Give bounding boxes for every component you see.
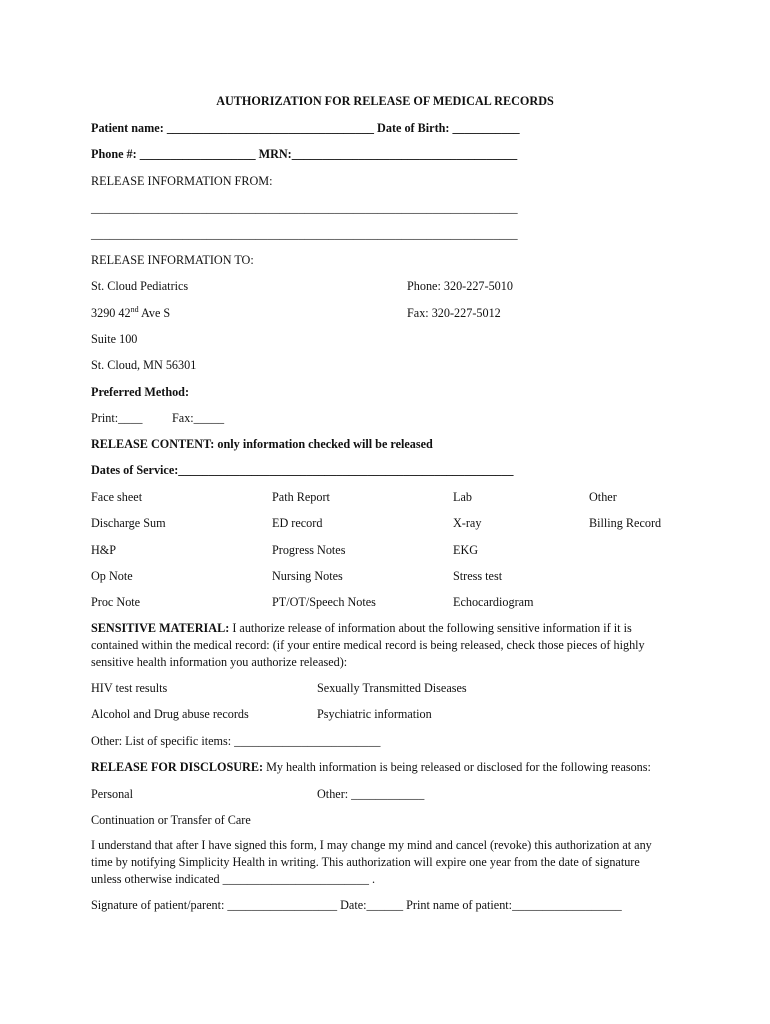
content-item-progress-notes[interactable]: Progress Notes [272,543,346,557]
sensitive-item-psychiatric[interactable]: Psychiatric information [317,707,432,721]
release-from-label: RELEASE INFORMATION FROM: [91,174,273,188]
signature-line[interactable]: Signature of patient/parent: __________________ Date:______ Print name of patient:__________________ [91,898,622,912]
content-item-discharge-sum[interactable]: Discharge Sum [91,516,166,530]
content-item-nursing-notes[interactable]: Nursing Notes [272,569,343,583]
sensitive-material-heading: SENSITIVE MATERIAL: [91,621,230,635]
release-from-blank-1[interactable]: ______________________________________________________________________ [91,201,518,215]
form-title: AUTHORIZATION FOR RELEASE OF MEDICAL RECORDS [216,94,554,108]
recipient-suite: Suite 100 [91,332,138,346]
recipient-fax: Fax: 320-227-5012 [407,306,501,320]
content-item-ed-record[interactable]: ED record [272,516,323,530]
other-specific-items-line[interactable]: Other: List of specific items: ________________________ [91,734,381,748]
content-item-path-report[interactable]: Path Report [272,490,330,504]
content-item-lab[interactable]: Lab [453,490,472,504]
sensitive-material-paragraph: SENSITIVE MATERIAL: I authorize release of information about the following sensitive information if it is contained within the medical record: (if your entire medical record is being released, check those pieces of highly sensitive health information you authorize released): [91,621,645,669]
recipient-phone: Phone: 320-227-5010 [407,279,513,293]
sensitive-item-std[interactable]: Sexually Transmitted Diseases [317,681,467,695]
content-item-echocardiogram[interactable]: Echocardiogram [453,595,534,609]
preferred-method-fax[interactable]: Fax:_____ [172,411,225,425]
disclosure-other[interactable]: Other: ____________ [317,787,425,801]
content-item-pt-ot-speech[interactable]: PT/OT/Speech Notes [272,595,376,609]
recipient-name: St. Cloud Pediatrics [91,279,189,293]
content-item-billing-record[interactable]: Billing Record [589,516,662,530]
dates-of-service-line[interactable]: Dates of Service:_______________________________________________________ [91,463,514,477]
content-item-face-sheet[interactable]: Face sheet [91,490,143,504]
release-content-heading: RELEASE CONTENT: only information checked will be released [91,437,433,451]
recipient-city: St. Cloud, MN 56301 [91,358,197,372]
sensitive-item-alcohol-drug[interactable]: Alcohol and Drug abuse records [91,707,249,721]
release-for-disclosure-heading: RELEASE FOR DISCLOSURE: [91,760,264,774]
phone-mrn-line[interactable]: Phone #: ___________________ MRN:_____________________________________ [91,147,518,161]
content-item-proc-note[interactable]: Proc Note [91,595,141,609]
preferred-method-print[interactable]: Print:____ [91,411,143,425]
disclosure-personal[interactable]: Personal [91,787,133,801]
content-item-other[interactable]: Other [589,490,617,504]
content-item-ekg[interactable]: EKG [453,543,479,557]
disclosure-continuation[interactable]: Continuation or Transfer of Care [91,813,251,827]
release-for-disclosure-line: RELEASE FOR DISCLOSURE: My health information is being released or disclosed for the following reasons: [91,760,651,774]
release-from-blank-2[interactable]: ______________________________________________________________________ [91,227,518,241]
content-item-x-ray[interactable]: X-ray [453,516,482,530]
content-item-stress-test[interactable]: Stress test [453,569,503,583]
revoke-paragraph: I understand that after I have signed this form, I may change my mind and cancel (revoke) this authorization at any time by notifying Simplicity Health in writing. This authorization will expire one year from the date of signature unless otherwise indicated ________________________ . [91,838,652,886]
content-item-op-note[interactable]: Op Note [91,569,133,583]
sensitive-item-hiv[interactable]: HIV test results [91,681,168,695]
preferred-method-label: Preferred Method: [91,385,190,399]
patient-name-dob-line[interactable]: Patient name: __________________________________ Date of Birth: ___________ [91,121,520,135]
release-to-label: RELEASE INFORMATION TO: [91,253,254,267]
recipient-address: 3290 42nd Ave S [91,304,171,320]
content-item-hp[interactable]: H&P [91,543,117,557]
